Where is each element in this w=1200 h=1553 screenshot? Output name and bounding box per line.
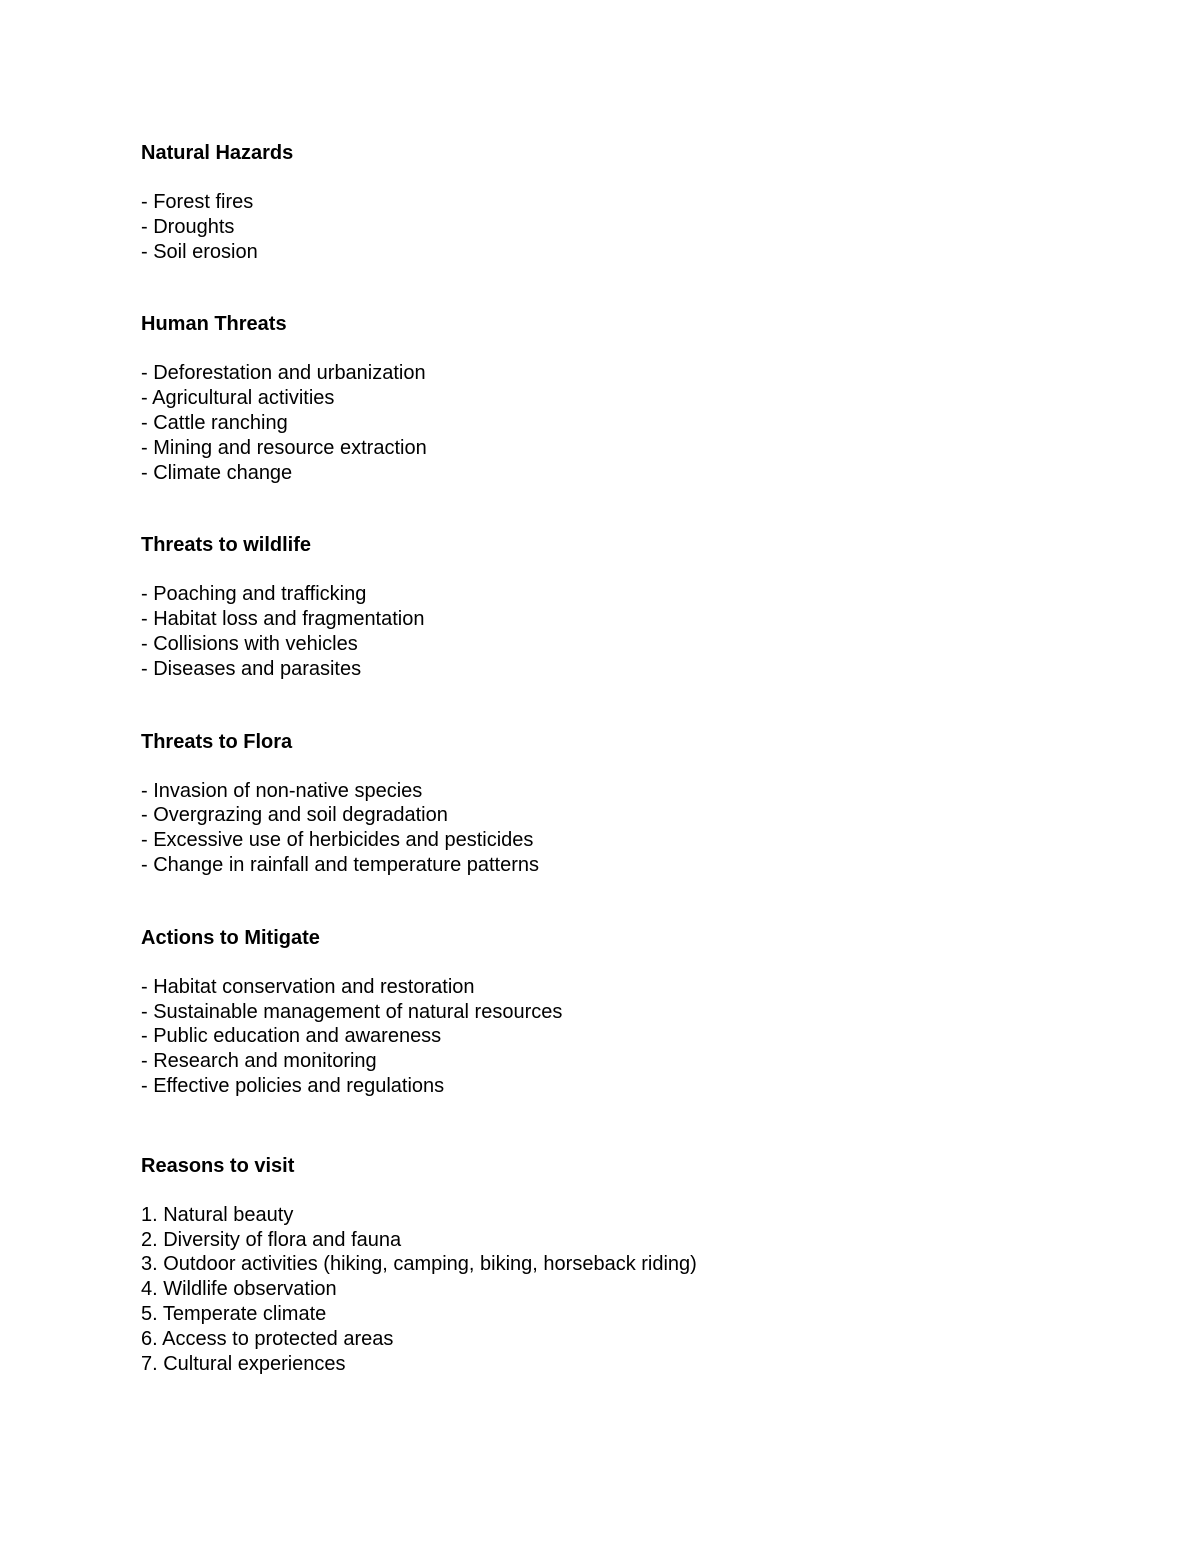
list-item: - Habitat conservation and restoration (141, 975, 475, 998)
section-threats-to-wildlife (141, 533, 1061, 681)
list-item: 1. Natural beauty (141, 1203, 294, 1226)
section-heading: Threats to wildlife (141, 534, 312, 557)
list-item: - Poaching and trafficking (141, 583, 367, 606)
list-item: - Habitat loss and fragmentation (141, 608, 425, 631)
list-item: 7. Cultural experiences (141, 1352, 346, 1375)
document-body (141, 141, 1061, 1376)
list-item: - Diseases and parasites (141, 657, 362, 680)
list-item: - Mining and resource extraction (141, 436, 427, 459)
list-item: 3. Outdoor activities (hiking, camping, biking, horseback riding) (141, 1253, 697, 1276)
list-item: - Sustainable management of natural resources (141, 1000, 563, 1023)
item-list (141, 975, 1061, 1099)
list-item: 2. Diversity of flora and fauna (141, 1228, 402, 1251)
section-heading: Human Threats (141, 313, 287, 336)
item-list (141, 361, 1061, 485)
section-actions-to-mitigate (141, 926, 1061, 1099)
section-heading: Actions to Mitigate (141, 926, 320, 949)
list-item: 6. Access to protected areas (141, 1327, 394, 1350)
section-human-threats (141, 312, 1061, 485)
section-threats-to-flora (141, 730, 1061, 878)
list-item: - Excessive use of herbicides and pesticides (141, 829, 534, 852)
list-item: - Soil erosion (141, 240, 258, 263)
list-item: - Agricultural activities (141, 387, 335, 410)
item-list (141, 582, 1061, 681)
section-natural-hazards (141, 141, 1061, 264)
list-item: - Forest fires (141, 191, 254, 213)
list-item: - Collisions with vehicles (141, 632, 358, 655)
list-item: - Climate change (141, 461, 293, 484)
list-item: 4. Wildlife observation (141, 1278, 337, 1301)
section-heading: Natural Hazards (141, 142, 294, 164)
list-item: - Research and monitoring (141, 1050, 377, 1073)
item-list (141, 190, 1061, 264)
list-item: - Public education and awareness (141, 1025, 442, 1048)
list-item: - Overgrazing and soil degradation (141, 804, 448, 827)
item-list (141, 779, 1061, 878)
list-item: - Cattle ranching (141, 411, 288, 434)
section-heading: Reasons to visit (141, 1154, 295, 1177)
list-item: - Invasion of non-native species (141, 779, 423, 802)
section-reasons-to-visit (141, 1154, 1061, 1377)
section-heading: Threats to Flora (141, 730, 293, 753)
list-item: - Droughts (141, 215, 235, 238)
list-item: - Deforestation and urbanization (141, 362, 426, 385)
list-item: - Effective policies and regulations (141, 1074, 445, 1097)
item-list (141, 1203, 1061, 1377)
list-item: 5. Temperate climate (141, 1302, 327, 1325)
list-item: - Change in rainfall and temperature patterns (141, 853, 540, 876)
